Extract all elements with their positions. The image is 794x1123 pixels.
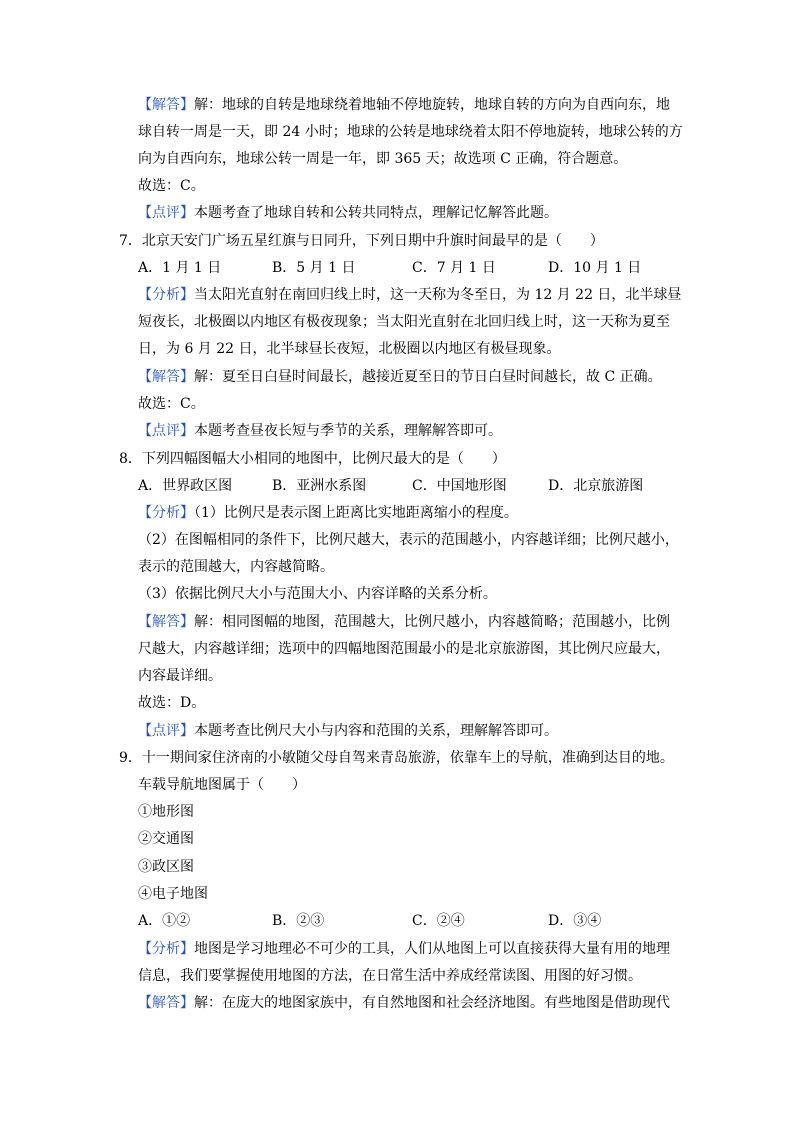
option-c: C．7 月 1 日 xyxy=(412,260,496,276)
q9-answer: 【解答】解：在庞大的地图家族中，有自然地图和社会经济地图。有些地图是借助现代 xyxy=(138,995,670,1011)
q9-analysis-line-2: 信息，我们要掌握使用地图的方法，在日常生活中养成经常读图、用图的好习惯。 xyxy=(138,968,642,984)
analysis-tag: 【分析】 xyxy=(138,287,194,303)
q8-stem: 8．下列四幅图幅大小相同的地图中，比例尺最大的是（ ） xyxy=(119,451,506,467)
analysis-tag: 【分析】 xyxy=(138,505,194,521)
question-number: 7． xyxy=(119,233,142,249)
q7-analysis-line-2: 短夜长，北极圈以内地区有极夜现象；当太阳光直射在北回归线上时，这一天称为夏至 xyxy=(138,314,670,330)
q7-analysis-line-1: 【分析】当太阳光直射在南回归线上时，这一天称为冬至日，为 12 月 22 日，北半球昼 xyxy=(138,287,682,303)
q6-comment: 【点评】本题考查了地球自转和公转共同特点，理解记忆解答此题。 xyxy=(138,205,558,221)
answer-tag: 【解答】 xyxy=(138,369,194,385)
comment-tag: 【点评】 xyxy=(138,723,194,739)
q9-item-3: ③政区图 xyxy=(138,859,194,875)
answer-tag: 【解答】 xyxy=(138,614,194,630)
option-d: D．北京旅游图 xyxy=(548,478,644,494)
option-c: C．②④ xyxy=(412,913,465,929)
q8-analysis-line-2: （2）在图幅相同的条件下，比例尺越大，表示的范围越小，内容越详细；比例尺越小， xyxy=(138,532,679,548)
option-c: C．中国地形图 xyxy=(412,478,507,494)
q9-item-2: ②交通图 xyxy=(138,831,194,847)
option-b: B．5 月 1 日 xyxy=(272,260,356,276)
q8-answer-line-1: 【解答】解：相同图幅的地图，范围越大，比例尺越小，内容越简略；范围越小，比例 xyxy=(138,614,670,630)
q9-item-1: ①地形图 xyxy=(138,804,194,820)
option-a: A．①② xyxy=(138,913,191,929)
option-b: B．②③ xyxy=(272,913,325,929)
q8-analysis-line-3: 表示的范围越大，内容越简略。 xyxy=(138,559,334,575)
analysis-tag: 【分析】 xyxy=(138,941,194,957)
q6-choice: 故选：C。 xyxy=(138,178,205,194)
q7-comment: 【点评】本题考查昼夜长短与季节的关系，理解解答即可。 xyxy=(138,423,502,439)
q9-stem-line-1: 9．十一期间家住济南的小敏随父母自驾来青岛旅游，依靠车上的导航，准确到达目的地。 xyxy=(119,750,674,766)
option-d: D．10 月 1 日 xyxy=(548,260,642,276)
option-a: A．1 月 1 日 xyxy=(138,260,222,276)
q8-analysis-line-4: （3）依据比例尺大小与范围大小、内容详略的关系分析。 xyxy=(138,586,497,602)
q7-stem: 7．北京天安门广场五星红旗与日同升，下列日期中升旗时间最早的是（ ） xyxy=(119,233,604,249)
q7-answer: 【解答】解：夏至日白昼时间最长，越接近夏至日的节日白昼时间越长，故 C 正确。 xyxy=(138,369,662,385)
q7-choice: 故选：C。 xyxy=(138,396,205,412)
answer-tag: 【解答】 xyxy=(138,995,194,1011)
q8-answer-line-2: 尺越大，内容越详细；选项中的四幅地图范围最小的是北京旅游图，其比例尺应最大， xyxy=(138,641,670,657)
q8-choice: 故选：D。 xyxy=(138,695,206,711)
option-b: B．亚洲水系图 xyxy=(272,478,367,494)
option-a: A．世界政区图 xyxy=(138,478,233,494)
option-d: D．③④ xyxy=(548,913,602,929)
q9-analysis-line-1: 【分析】地图是学习地理必不可少的工具，人们从地图上可以直接获得大量有用的地理 xyxy=(138,941,670,957)
question-number: 8． xyxy=(119,451,142,467)
comment-tag: 【点评】 xyxy=(138,423,194,439)
q8-comment: 【点评】本题考查比例尺大小与内容和范围的关系，理解解答即可。 xyxy=(138,723,558,739)
q7-analysis-line-3: 日，为 6 月 22 日，北半球昼长夜短，北极圈以内地区有极昼现象。 xyxy=(138,341,561,357)
q8-analysis-line-1: 【分析】（1）比例尺是表示图上距离比实地距离缩小的程度。 xyxy=(138,505,518,521)
answer-tag: 【解答】 xyxy=(138,97,194,113)
q6-answer-line-1: 【解答】解：地球的自转是地球绕着地轴不停地旋转，地球自转的方向为自西向东，地 xyxy=(138,97,670,113)
q9-item-4: ④电子地图 xyxy=(138,886,208,902)
comment-tag: 【点评】 xyxy=(138,205,194,221)
question-number: 9． xyxy=(119,750,142,766)
q6-answer-line-2: 球自转一周是一天，即 24 小时；地球的公转是地球绕着太阳不停地旋转，地球公转的方 xyxy=(138,124,683,140)
q8-answer-line-3: 内容最详细。 xyxy=(138,668,222,684)
q6-answer-line-3: 向为自西向东，地球公转一周是一年，即 365 天；故选项 C 正确，符合题意。 xyxy=(138,151,628,167)
q9-stem-line-2: 车载导航地图属于（ ） xyxy=(138,777,306,793)
